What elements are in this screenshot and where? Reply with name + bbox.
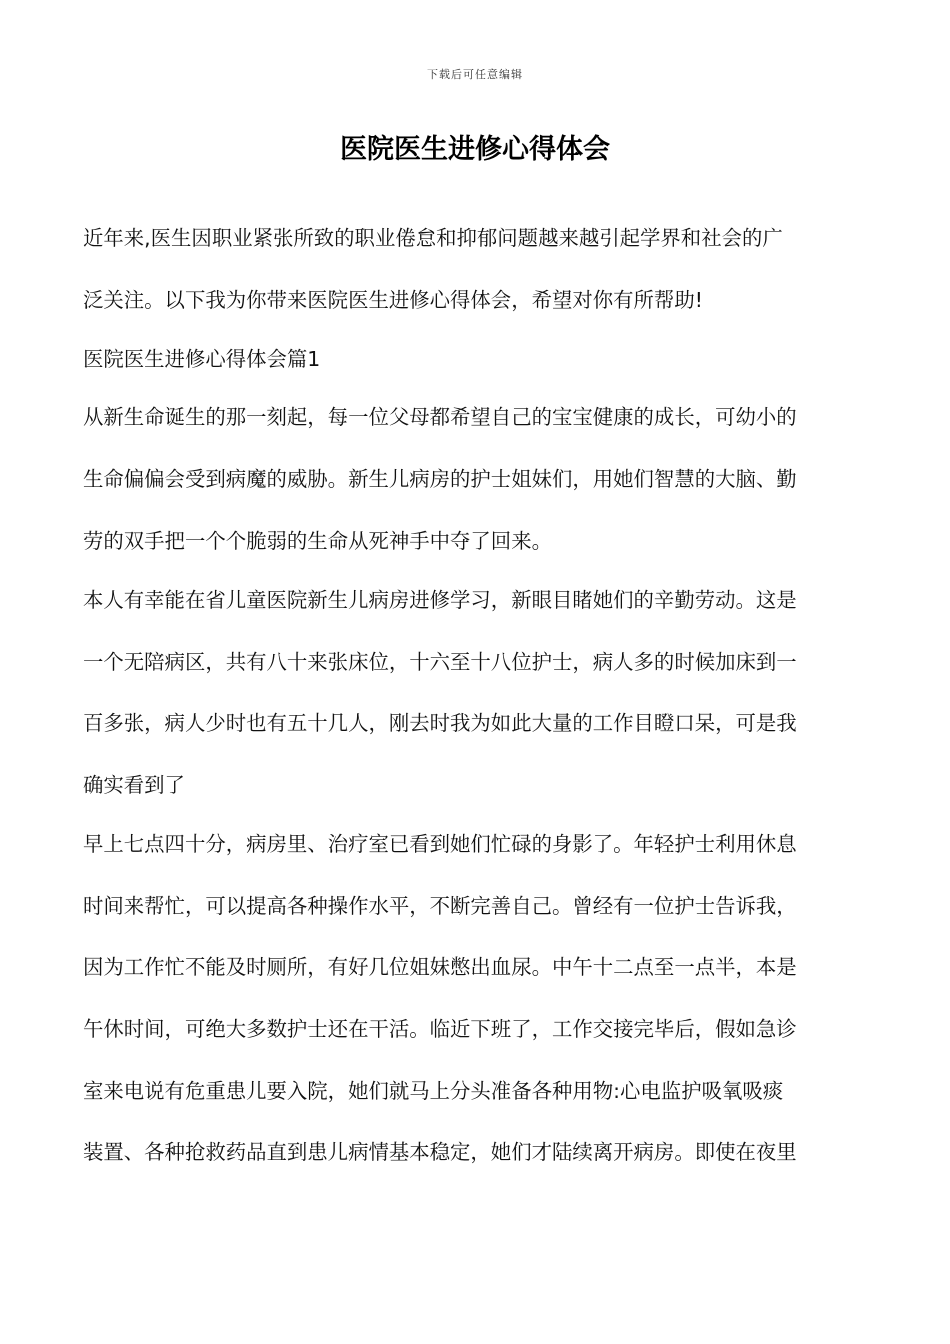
paragraph-line: 早上七点四十分，病房里、治疗室已看到她们忙碌的身影了。年轻护士利用休息 [83, 832, 797, 856]
header-note: 下载后可任意编辑 [427, 68, 523, 81]
paragraph-line: 劳的双手把一个个脆弱的生命从死神手中夺了回来。 [83, 529, 552, 553]
paragraph-line: 午休时间，可绝大多数护士还在干活。临近下班了，工作交接完毕后，假如急诊 [83, 1017, 797, 1041]
paragraph-line: 近年来,医生因职业紧张所致的职业倦怠和抑郁问题越来越引起学界和社会的广 [83, 226, 783, 250]
paragraph-line: 百多张，病人少时也有五十几人，刚去时我为如此大量的工作目瞪口呆，可是我 [83, 711, 797, 735]
section-heading: 医院医生进修心得体会篇1 [83, 347, 321, 371]
paragraph-line: 从新生命诞生的那一刻起，每一位父母都希望自己的宝宝健康的成长，可幼小的 [83, 405, 797, 429]
paragraph-line: 因为工作忙不能及时厕所，有好几位姐妹憋出血尿。中午十二点至一点半，本是 [83, 955, 797, 979]
paragraph-line: 本人有幸能在省儿童医院新生儿病房进修学习，新眼目睹她们的辛勤劳动。这是 [83, 588, 797, 612]
paragraph-line: 时间来帮忙，可以提高各种操作水平，不断完善自己。曾经有一位护士告诉我， [83, 894, 797, 918]
paragraph-line: 室来电说有危重患儿要入院，她们就马上分头准备各种用物:心电监护吸氧吸痰 [83, 1079, 784, 1103]
paragraph-line: 一个无陪病区，共有八十来张床位，十六至十八位护士，病人多的时候加床到一 [83, 650, 797, 674]
paragraph-line: 装置、各种抢救药品直到患儿病情基本稳定，她们才陆续离开病房。即使在夜里 [83, 1140, 797, 1164]
paragraph-line: 生命偏偏会受到病魔的威胁。新生儿病房的护士姐妹们，用她们智慧的大脑、勤 [83, 467, 797, 491]
document-title: 医院医生进修心得体会 [340, 134, 610, 165]
paragraph-line: 泛关注。以下我为你带来医院医生进修心得体会，希望对你有所帮助! [83, 288, 703, 312]
paragraph-line: 确实看到了 [83, 773, 185, 797]
